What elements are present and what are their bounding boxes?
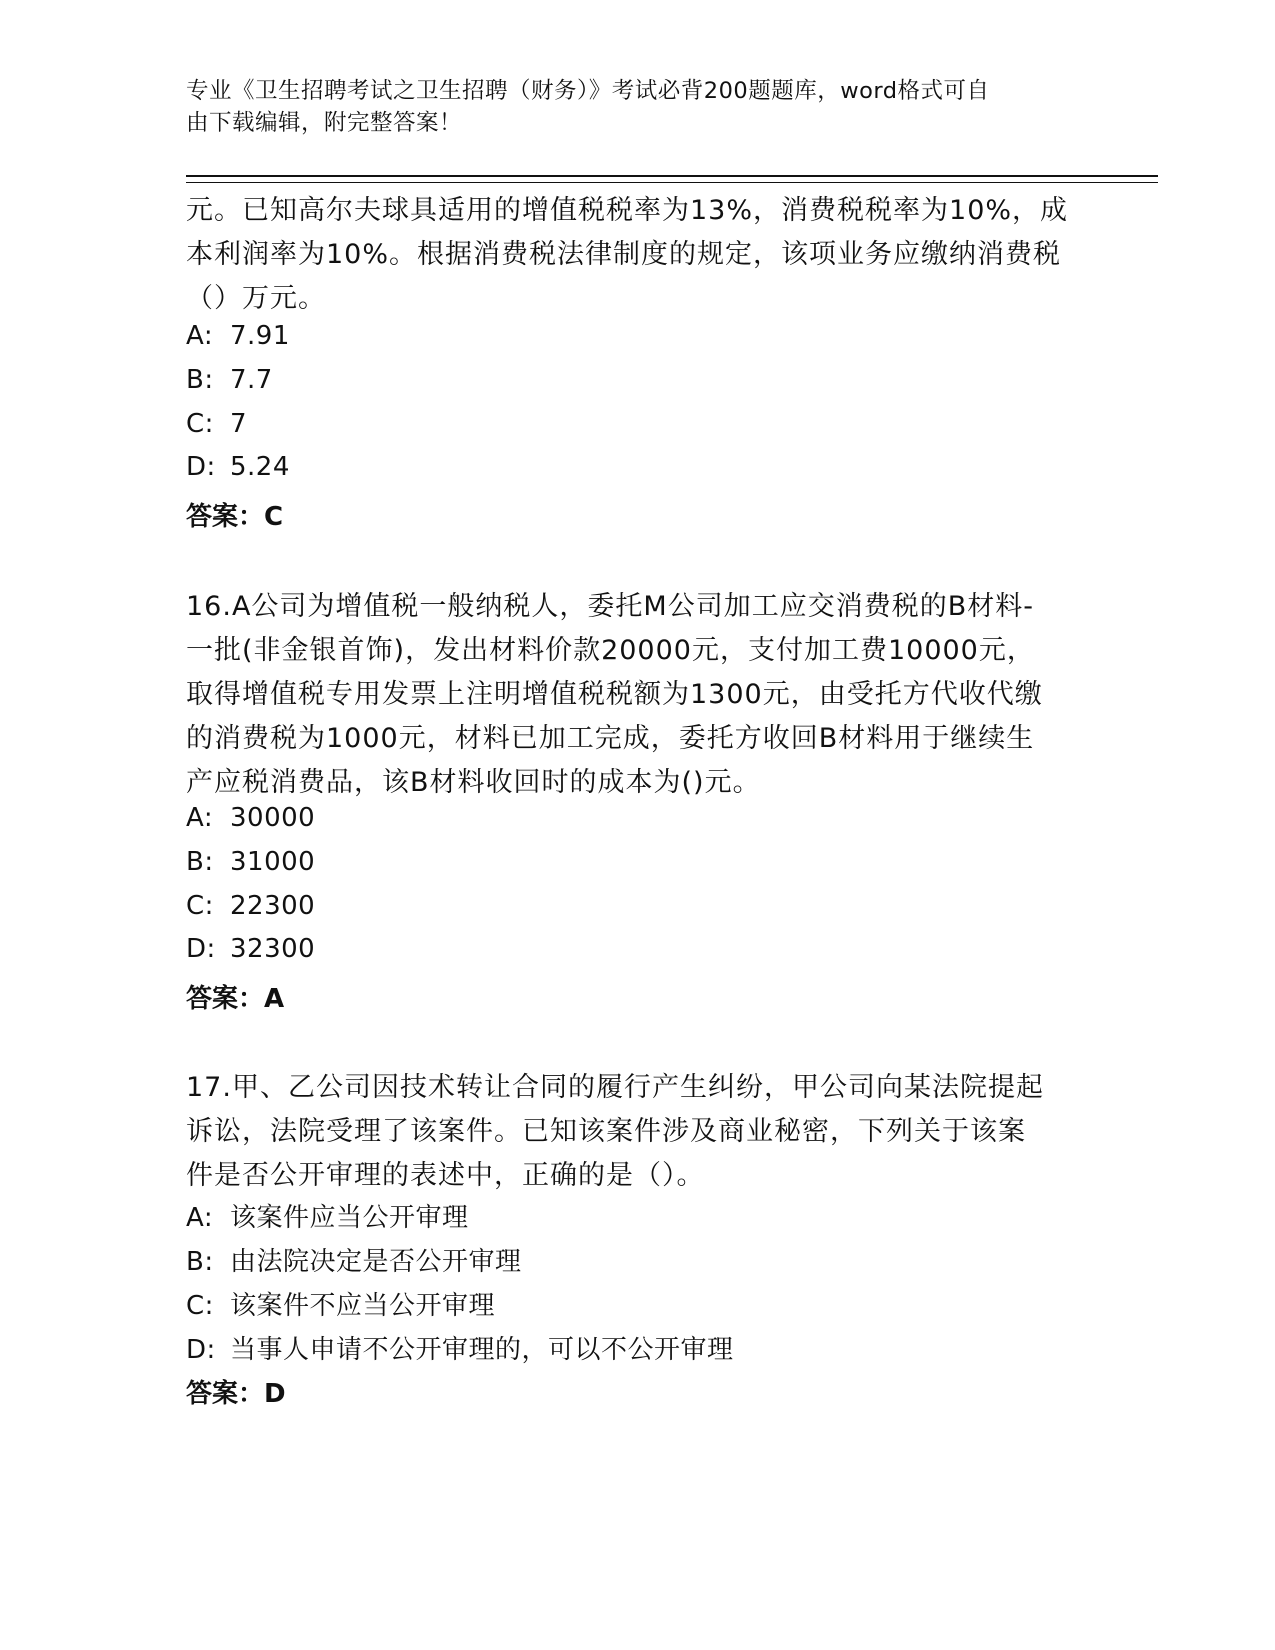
q17-text-line: 诉讼，法院受理了该案件。已知该案件涉及商业秘密，下列关于该案	[186, 1116, 1026, 1147]
option-text: 该案件应当公开审理	[230, 1203, 469, 1233]
q15-text-line: 元。已知高尔夫球具适用的增值税税率为13%，消费税税率为10%，成	[186, 195, 1069, 226]
q17-option-b	[186, 1241, 522, 1278]
q16-option-a	[186, 803, 315, 833]
q16-text-line: 的消费税为1000元，材料已加工完成，委托方收回B材料用于继续生	[186, 723, 1035, 754]
option-label: A:	[186, 803, 214, 833]
q16-text-line: 一批(非金银首饰)，发出材料价款20000元，支付加工费10000元，	[186, 635, 1035, 666]
option-text: 7	[230, 409, 248, 439]
q16-text-line: 16.A公司为增值税一般纳税人，委托M公司加工应交消费税的B材料-	[186, 591, 1034, 622]
q16-option-b	[186, 847, 315, 877]
q15-option-c	[186, 409, 247, 439]
q16-option-c	[186, 891, 315, 921]
option-text: 7.91	[230, 321, 290, 351]
option-label: A:	[186, 1203, 214, 1233]
header-line-2: 由下载编辑，附完整答案！	[186, 110, 463, 136]
q17-option-a	[186, 1197, 469, 1234]
option-text: 当事人申请不公开审理的，可以不公开审理	[230, 1335, 734, 1365]
document-header	[186, 75, 1086, 139]
q15-answer: 答案：C	[186, 502, 284, 532]
header-divider-thick	[186, 175, 1158, 177]
q15-option-d	[186, 452, 290, 482]
q15-text-line: 本利润率为10%。根据消费税法律制度的规定，该项业务应缴纳消费税	[186, 239, 1062, 270]
option-text: 32300	[230, 934, 316, 964]
option-label: D:	[186, 452, 216, 482]
q17-text-line: 17.甲、乙公司因技术转让合同的履行产生纠纷，甲公司向某法院提起	[186, 1072, 1044, 1103]
q15-option-b	[186, 365, 273, 395]
option-label: D:	[186, 1335, 216, 1365]
option-label: B:	[186, 365, 214, 395]
q17-option-c	[186, 1285, 495, 1322]
option-label: D:	[186, 934, 216, 964]
header-line-1: 专业《卫生招聘考试之卫生招聘（财务）》考试必背200题题库，word格式可自	[186, 78, 990, 104]
q17-option-d	[186, 1329, 734, 1366]
q17-answer: 答案：D	[186, 1379, 286, 1409]
option-label: B:	[186, 1247, 214, 1277]
q17-text-line: 件是否公开审理的表述中，正确的是（）。	[186, 1160, 705, 1191]
q16-text-line: 产应税消费品，该B材料收回时的成本为()元。	[186, 767, 761, 798]
option-text: 该案件不应当公开审理	[230, 1291, 496, 1321]
option-label: A:	[186, 321, 214, 351]
option-text: 由法院决定是否公开审理	[230, 1247, 522, 1277]
q16-text-line: 取得增值税专用发票上注明增值税税额为1300元，由受托方代收代缴	[186, 679, 1043, 710]
option-text: 5.24	[230, 452, 290, 482]
option-text: 22300	[230, 891, 316, 921]
q15-option-a	[186, 321, 290, 351]
option-text: 31000	[230, 847, 316, 877]
q16-answer: 答案：A	[186, 984, 285, 1014]
option-label: C:	[186, 409, 214, 439]
q16-option-d	[186, 934, 315, 964]
option-label: C:	[186, 1291, 214, 1321]
option-text: 30000	[230, 803, 316, 833]
header-divider-thin	[186, 182, 1158, 183]
option-label: C:	[186, 891, 214, 921]
option-text: 7.7	[230, 365, 273, 395]
option-label: B:	[186, 847, 214, 877]
q15-text-line: （）万元。	[186, 283, 326, 314]
